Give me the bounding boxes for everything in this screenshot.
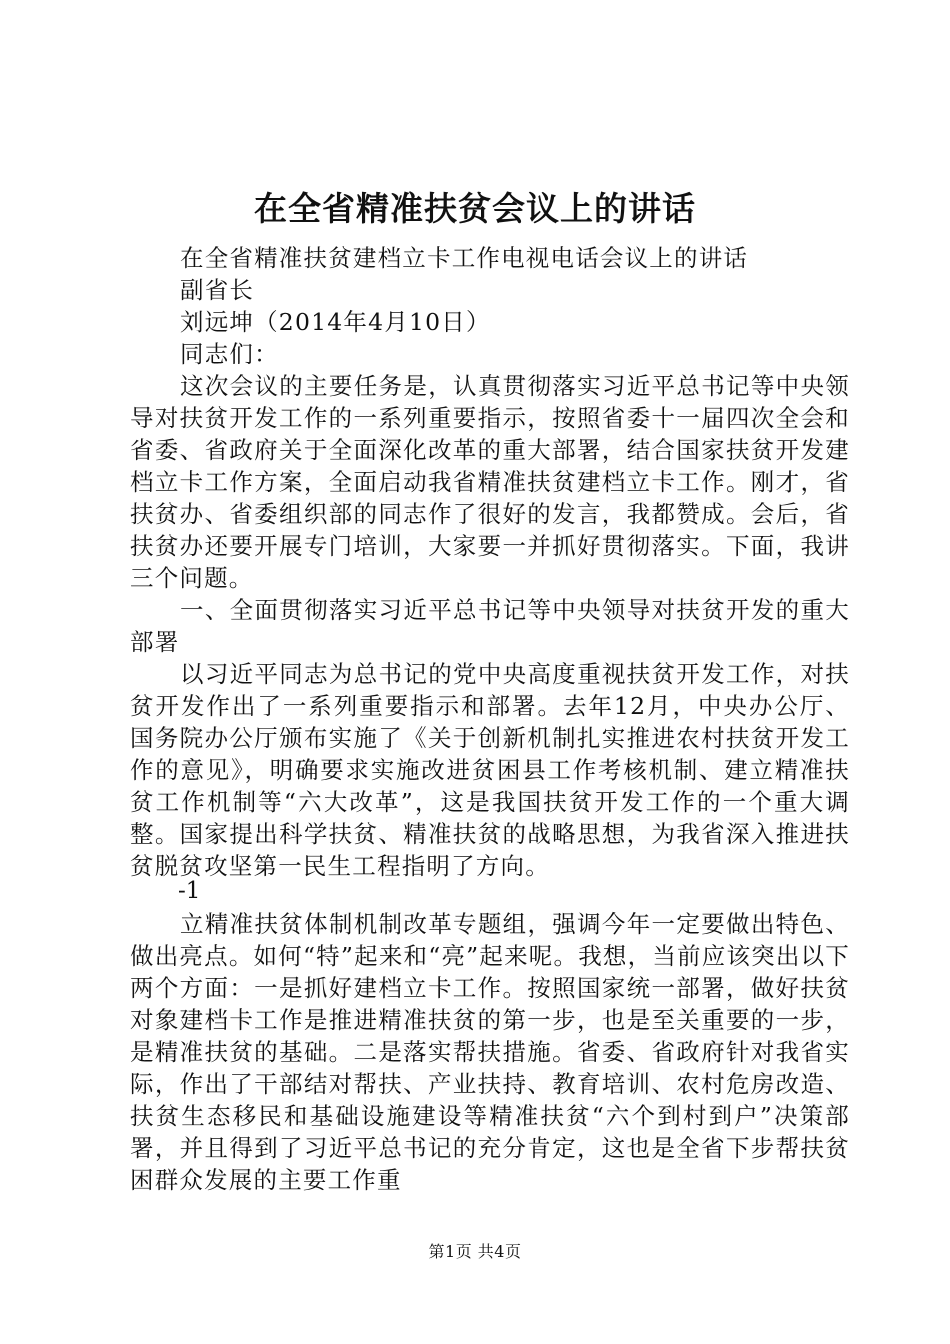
page-footer: 第1页 共4页 xyxy=(428,1242,522,1261)
speaker-date: 刘远坤（2014年4月10日） xyxy=(180,308,491,336)
body-section-2 xyxy=(130,908,850,1196)
speaker-role: 副省长 xyxy=(180,276,255,304)
paragraph: 立精准扶贫体制机制改革专题组，强调今年一定要做出特色、做出亮点。如何“特”起来和“亮”起来呢。我想，当前应该突出以下两个方面：一是抓好建档立卡工作。按照国家统一部署，做好扶贫对象建档卡工作是推进精准扶贫的第一步，也是至关重要的一步，是精准扶贫的基础。二是落实帮扶措施。省委、省政府针对我省实际，作出了干部结对帮扶、产业扶持、教育培训、农村危房改造、扶贫生态移民和基础设施建设等精准扶贫“六个到村到户”决策部署，并且得到了习近平总书记的充分肯定，这也是全省下步帮扶贫困群众发展的主要工作重 xyxy=(130,910,850,1194)
paragraph: 以习近平同志为总书记的党中央高度重视扶贫开发工作，对扶贫开发作出了一系列重要指示和部署。去年12月，中央办公厅、国务院办公厅颁布实施了《关于创新机制扎实推进农村扶贫开发工作的意见》，明确要求实施改进贫困县工作考核机制、建立精准扶贫工作机制等“六大改革”，这是我国扶贫开发工作的一个重大调整。国家提出科学扶贫、精准扶贫的战略思想，为我省深入推进扶贫脱贫攻坚第一民生工程指明了方向。 xyxy=(130,660,850,880)
body-section-1 xyxy=(130,242,850,882)
section-heading: 一、全面贯彻落实习近平总书记等中央领导对扶贫开发的重大部署 xyxy=(130,596,850,656)
paragraph: 这次会议的主要任务是，认真贯彻落实习近平总书记等中央领导对扶贫开发工作的一系列重要指示，按照省委十一届四次全会和省委、省政府关于全面深化改革的重大部署，结合国家扶贫开发建档立卡工作方案，全面启动我省精准扶贫建档立卡工作。刚才，省扶贫办、省委组织部的同志作了很好的发言，我都赞成。会后，省扶贫办还要开展专门培训，大家要一并抓好贯彻落实。下面，我讲三个问题。 xyxy=(130,372,850,592)
salutation: 同志们： xyxy=(180,340,279,368)
page-title: 在全省精准扶贫会议上的讲话 xyxy=(254,189,696,228)
subtitle-line: 在全省精准扶贫建档立卡工作电视电话会议上的讲话 xyxy=(180,244,749,272)
page-marker: -1 xyxy=(178,878,201,904)
